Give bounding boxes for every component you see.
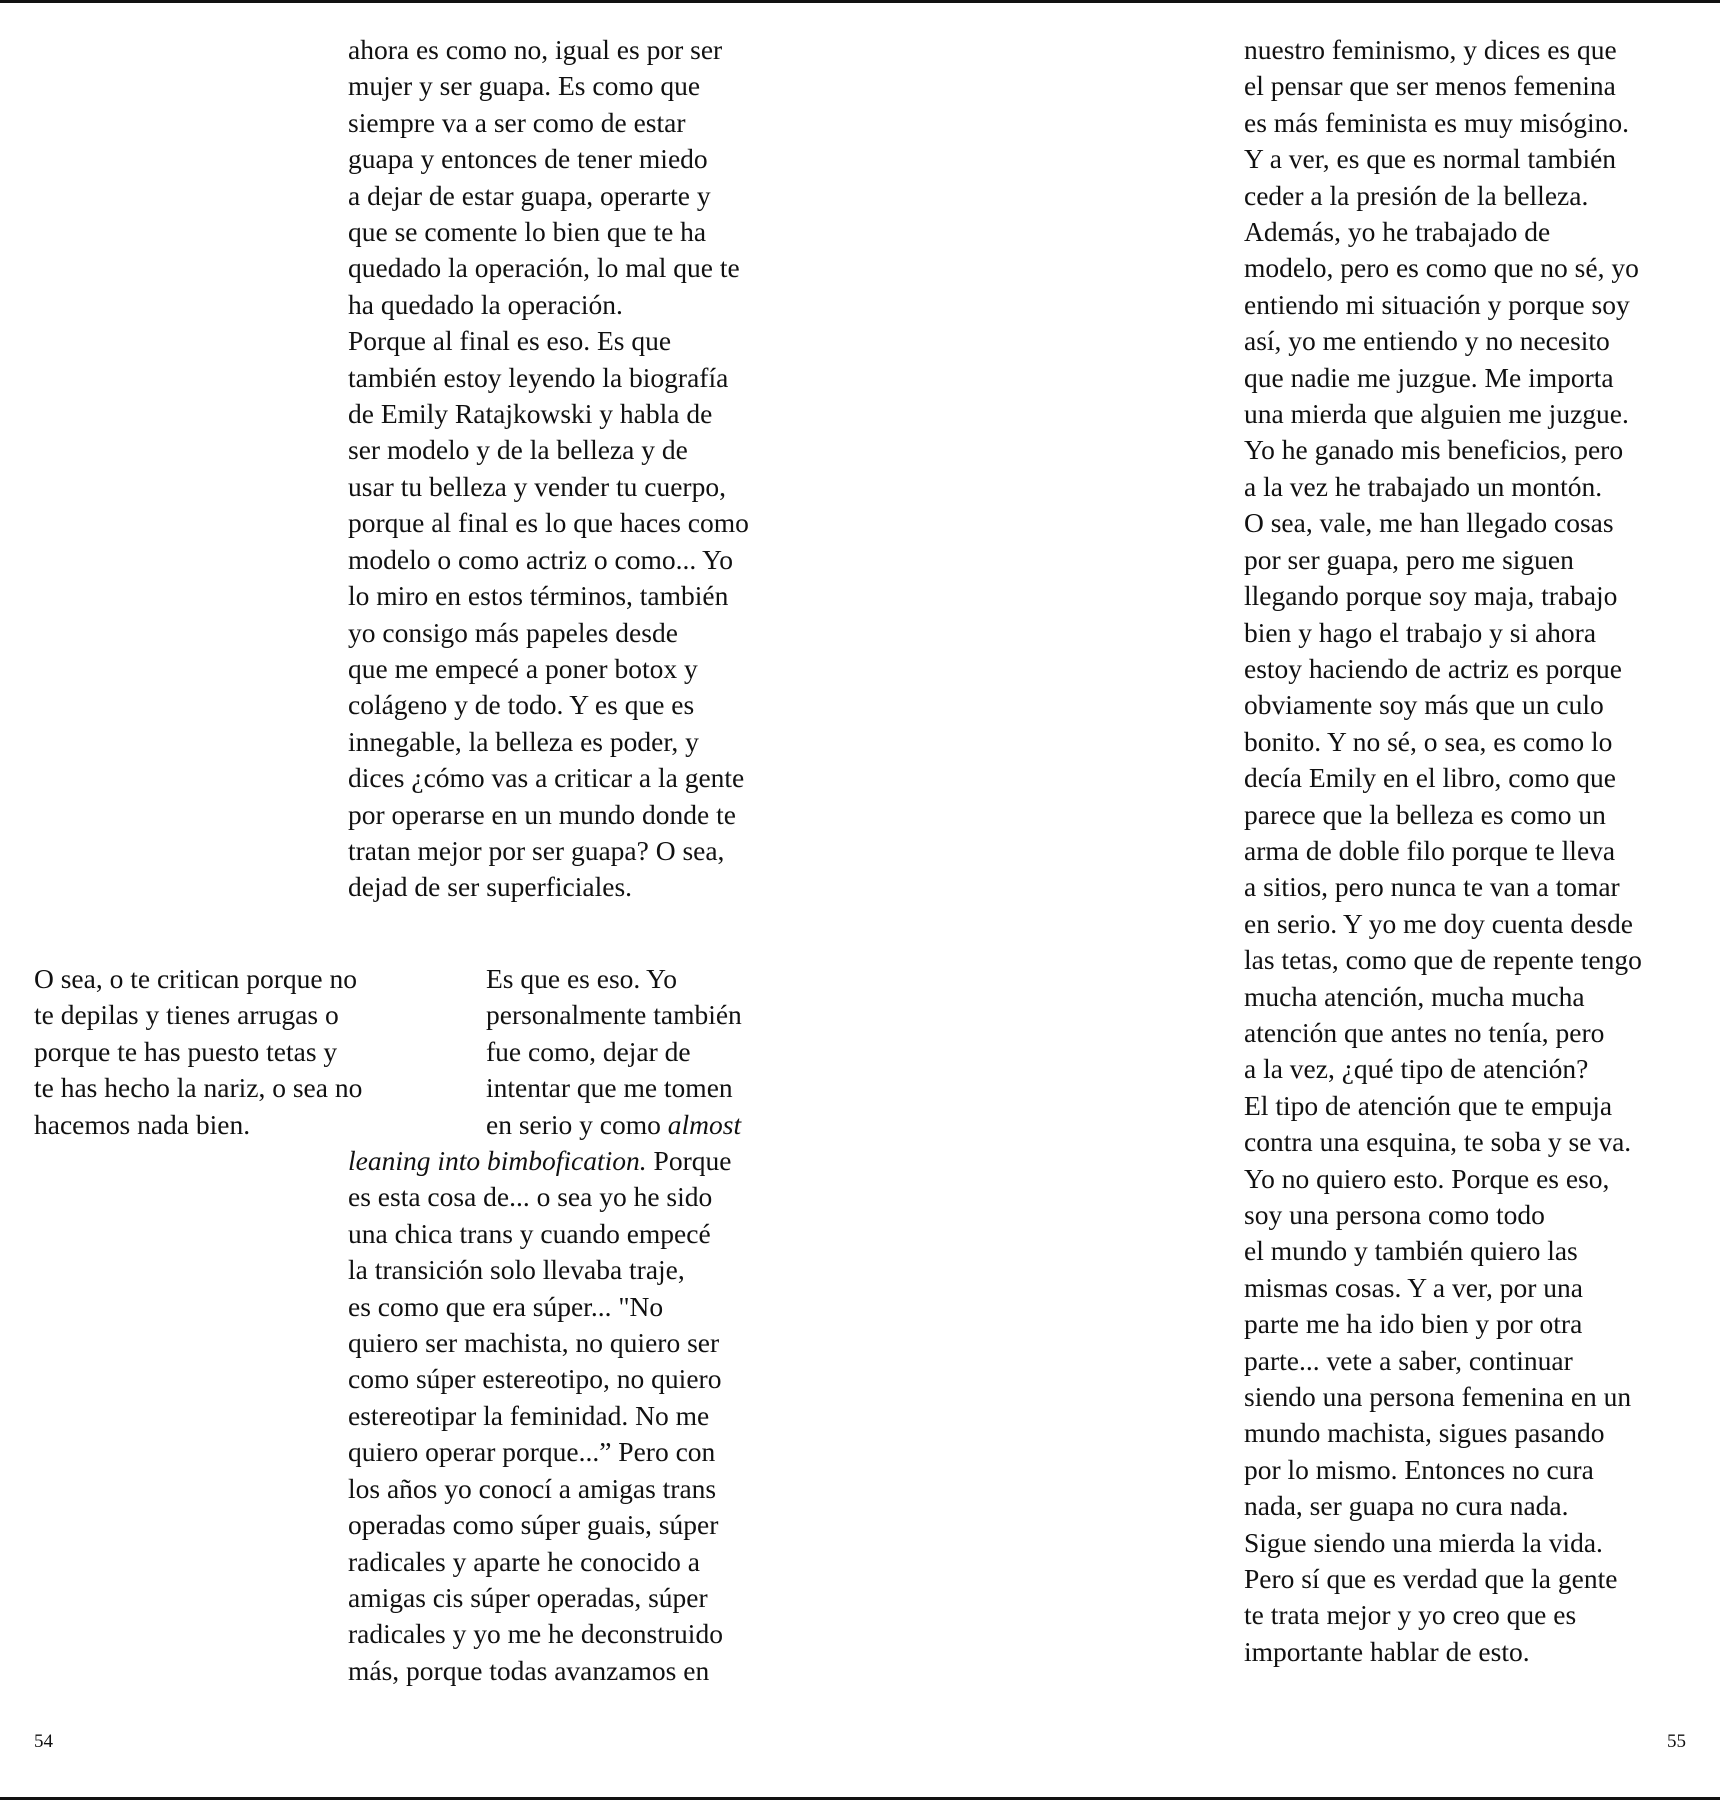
- text-line: el mundo y también quiero las: [1244, 1235, 1578, 1267]
- text-line: parece que la belleza es como un: [1244, 798, 1606, 830]
- text-line: el pensar que ser menos femenina: [1244, 70, 1616, 102]
- text-line: dices ¿cómo vas a criticar a la gente: [348, 762, 745, 794]
- text-line: innegable, la belleza es poder, y: [348, 725, 699, 757]
- text-line: bien y hago el trabajo y si ahora: [1244, 616, 1597, 648]
- text-line: atención que antes no tenía, pero: [1244, 1016, 1605, 1048]
- text-line: Yo no quiero esto. Porque es eso,: [1244, 1162, 1610, 1194]
- text-line: quedado la operación, lo mal que te: [348, 252, 740, 284]
- text-line: yo consigo más papeles desde: [348, 616, 678, 648]
- text-line: modelo o como actriz o como... Yo: [348, 543, 733, 575]
- text-line: que nadie me juzgue. Me importa: [1244, 361, 1614, 393]
- text-line: Yo he ganado mis beneficios, pero: [1244, 434, 1624, 466]
- italic-phrase: almost: [667, 1108, 742, 1140]
- text-line: mucha atención, mucha mucha: [1244, 980, 1585, 1012]
- text-line: O sea, vale, me han llegado cosas: [1244, 507, 1614, 539]
- text-line-with-italic: [348, 1143, 742, 1179]
- text-line: más, porque todas avanzamos en: [348, 1654, 710, 1686]
- text-line: siempre va a ser como de estar: [348, 106, 686, 138]
- text-line: como súper estereotipo, no quiero: [348, 1363, 722, 1395]
- text-line: hacemos nada bien.: [34, 1108, 251, 1140]
- top-border: [0, 0, 1720, 3]
- text-line: dejad de ser superficiales.: [348, 871, 633, 903]
- text-line: Es que es eso. Yo: [486, 963, 677, 994]
- text-line: Y a ver, es que es normal también: [1244, 143, 1617, 175]
- text-line: bonito. Y no sé, o sea, es como lo: [1244, 725, 1613, 757]
- page-number-right: 55: [1667, 1731, 1686, 1752]
- text-line: radicales y yo me he deconstruido: [348, 1618, 723, 1650]
- text-line: a la vez he trabajado un montón.: [1244, 470, 1603, 502]
- text-line: en serio. Y yo me doy cuenta desde: [1244, 907, 1633, 939]
- text-line: porque te has puesto tetas y: [34, 1035, 338, 1067]
- text-line: guapa y entonces de tener miedo: [348, 143, 708, 175]
- text-line: llegando porque soy maja, trabajo: [1244, 580, 1618, 612]
- text-line: también estoy leyendo la biografía: [348, 361, 729, 393]
- text-line: por lo mismo. Entonces no cura: [1244, 1453, 1594, 1485]
- text-line: es como que era súper... "No: [348, 1290, 664, 1322]
- text-line: Sigue siendo una mierda la vida.: [1244, 1526, 1603, 1558]
- left-page-top-column: [348, 32, 749, 906]
- text-line: personalmente también: [486, 999, 742, 1031]
- text-line: que me empecé a poner botox y: [348, 652, 698, 684]
- text-line: amigas cis súper operadas, súper: [348, 1581, 708, 1613]
- text-line: de Emily Ratajkowski y habla de: [348, 398, 713, 430]
- text-line: arma de doble filo porque te lleva: [1244, 834, 1616, 866]
- text-line: es más feminista es muy misógino.: [1244, 106, 1629, 138]
- text-line-with-italic: [348, 1107, 742, 1143]
- text-line: obviamente soy más que un culo: [1244, 689, 1604, 721]
- text-line: te has hecho la nariz, o sea no: [34, 1072, 363, 1104]
- text-line: una mierda que alguien me juzgue.: [1244, 398, 1629, 430]
- text-line: a sitios, pero nunca te van a tomar: [1244, 871, 1620, 903]
- text-line: a dejar de estar guapa, operarte y: [348, 179, 711, 211]
- text-line: nuestro feminismo, y dices es que: [1244, 34, 1617, 65]
- text-line: ahora es como no, igual es por ser: [348, 34, 723, 65]
- text-line: ha quedado la operación.: [348, 288, 623, 320]
- text-line: intentar que me tomen: [486, 1072, 733, 1104]
- text-line: Pero sí que es verdad que la gente: [1244, 1563, 1618, 1595]
- text-line: mujer y ser guapa. Es como que: [348, 70, 701, 102]
- text-line: a la vez, ¿qué tipo de atención?: [1244, 1053, 1589, 1085]
- text-line: quiero operar porque...” Pero con: [348, 1436, 716, 1468]
- right-page-column: [1244, 32, 1642, 1670]
- text-line: soy una persona como todo: [1244, 1199, 1545, 1230]
- text-line: los años yo conocí a amigas trans: [348, 1472, 717, 1504]
- text-line: porque al final es lo que haces como: [348, 507, 749, 539]
- text-line: radicales y aparte he conocido a: [348, 1545, 700, 1577]
- text-segment: en serio y como: [486, 1108, 668, 1140]
- text-line: ceder a la presión de la belleza.: [1244, 179, 1589, 211]
- page-number-left: 54: [34, 1731, 53, 1752]
- text-line: mundo machista, sigues pasando: [1244, 1417, 1605, 1449]
- text-line: te trata mejor y yo creo que es: [1244, 1599, 1577, 1631]
- italic-phrase: leaning into bimbofication.: [348, 1145, 647, 1177]
- text-line: quiero ser machista, no quiero ser: [348, 1327, 720, 1359]
- text-segment: Porque: [646, 1145, 732, 1177]
- text-line: modelo, pero es como que no sé, yo: [1244, 252, 1639, 284]
- text-line: por ser guapa, pero me siguen: [1244, 543, 1574, 575]
- text-line: colágeno y de todo. Y es que es: [348, 689, 695, 721]
- text-line: O sea, o te critican porque no: [34, 963, 358, 994]
- text-line: usar tu belleza y vender tu cuerpo,: [348, 470, 726, 502]
- text-line: entiendo mi situación y porque soy: [1244, 288, 1630, 320]
- text-line: las tetas, como que de repente tengo: [1244, 944, 1642, 976]
- text-line: siendo una persona femenina en un: [1244, 1381, 1632, 1413]
- text-line: operadas como súper guais, súper: [348, 1509, 719, 1541]
- text-line: contra una esquina, te soba y se va.: [1244, 1126, 1632, 1158]
- text-line: tratan mejor por ser guapa? O sea,: [348, 834, 725, 866]
- text-line: ser modelo y de la belleza y de: [348, 434, 688, 466]
- text-line: por operarse en un mundo donde te: [348, 798, 736, 830]
- text-line: así, yo me entiendo y no necesito: [1244, 325, 1610, 357]
- text-line: es esta cosa de... o sea yo he sido: [348, 1181, 713, 1213]
- text-line: estoy haciendo de actriz es porque: [1244, 652, 1622, 684]
- text-line: lo miro en estos términos, también: [348, 580, 729, 612]
- text-line: Porque al final es eso. Es que: [348, 325, 672, 357]
- text-line: mismas cosas. Y a ver, por una: [1244, 1271, 1583, 1303]
- text-line: que se comente lo bien que te ha: [348, 216, 707, 248]
- text-line: parte... vete a saber, continuar: [1244, 1344, 1573, 1376]
- text-line: decía Emily en el libro, como que: [1244, 762, 1616, 794]
- text-line: parte me ha ido bien y por otra: [1244, 1308, 1583, 1340]
- left-page-aside-quote: [34, 961, 362, 1143]
- text-line: El tipo de atención que te empuja: [1244, 1089, 1613, 1121]
- text-line: la transición solo llevaba traje,: [348, 1254, 685, 1286]
- text-line: te depilas y tienes arrugas o: [34, 999, 339, 1031]
- text-line: importante hablar de esto.: [1244, 1635, 1530, 1667]
- text-line: una chica trans y cuando empecé: [348, 1217, 711, 1249]
- text-line: estereotipar la feminidad. No me: [348, 1399, 710, 1431]
- left-page-bottom-column: [348, 961, 742, 1689]
- text-line: nada, ser guapa no cura nada.: [1244, 1490, 1569, 1522]
- text-line: Además, yo he trabajado de: [1244, 216, 1551, 248]
- text-line: fue como, dejar de: [486, 1035, 691, 1067]
